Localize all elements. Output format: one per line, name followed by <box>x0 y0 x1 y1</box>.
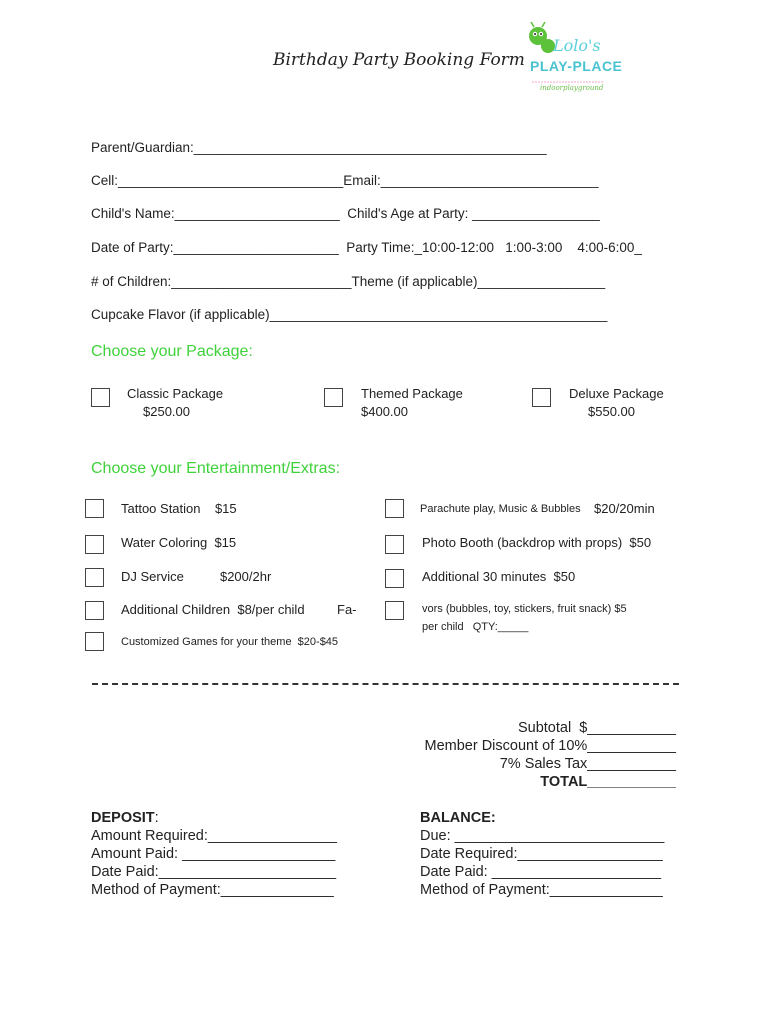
dj-service-checkbox[interactable] <box>85 568 104 587</box>
customized-games-label: Customized Games for your theme $20-$45 <box>121 636 339 648</box>
dj-service-label: DJ Service $200/2hr <box>121 569 272 584</box>
package-heading: Choose your Package: <box>91 343 253 360</box>
child-name-age-field[interactable]: Child's Name:______________________ Child's Age at Party: _________________ <box>91 206 600 221</box>
water-coloring-label: Water Coloring $15 <box>121 535 237 550</box>
form-title: Birthday Party Booking Form <box>273 50 525 70</box>
logo-tagline: indoorplayground <box>540 84 604 92</box>
dashed-divider <box>92 683 679 685</box>
deposit-heading-colon: : <box>154 810 159 826</box>
deluxe-package-price: $550.00 <box>588 404 635 419</box>
children-theme-field[interactable]: # of Children:________________________Theme (if applicable)_________________ <box>91 274 606 289</box>
deposit-date-paid-field[interactable]: Date Paid:______________________ <box>91 864 337 880</box>
logo-name-top: Lolo's <box>553 36 601 55</box>
favors-qty-field[interactable]: per child QTY:_____ <box>422 621 529 633</box>
additional-30-minutes-label: Additional 30 minutes $50 <box>422 569 576 584</box>
parent-guardian-field[interactable]: Parent/Guardian:_______________________________________________ <box>91 140 547 155</box>
total-field[interactable]: TOTAL___________ <box>540 774 676 790</box>
classic-package-checkbox[interactable] <box>91 388 110 407</box>
favors-checkbox[interactable] <box>385 601 404 620</box>
classic-package-price: $250.00 <box>143 404 190 419</box>
deposit-amount-required-field[interactable]: Amount Required:________________ <box>91 828 337 844</box>
themed-package-price: $400.00 <box>361 404 408 419</box>
additional-children-checkbox[interactable] <box>85 601 104 620</box>
cell-email-field[interactable]: Cell:______________________________Email:_____________________________ <box>91 173 599 188</box>
balance-due-field[interactable]: Due: __________________________ <box>420 828 665 844</box>
themed-package-label: Themed Package <box>361 386 463 401</box>
deluxe-package-label: Deluxe Package <box>569 386 664 401</box>
balance-heading: BALANCE: <box>420 810 496 826</box>
deposit-heading <box>91 810 159 826</box>
tattoo-station-checkbox[interactable] <box>85 499 104 518</box>
deposit-heading-text: DEPOSIT <box>91 810 155 826</box>
parachute-play-label: Parachute play, Music & Bubbles <box>420 503 581 515</box>
deposit-method-field[interactable]: Method of Payment:______________ <box>91 882 334 898</box>
balance-method-field[interactable]: Method of Payment:______________ <box>420 882 663 898</box>
favors-label: vors (bubbles, toy, stickers, fruit snack) $5 <box>422 603 627 615</box>
classic-package-label: Classic Package <box>127 386 224 401</box>
deposit-amount-paid-field[interactable]: Amount Paid: ___________________ <box>91 846 336 862</box>
water-coloring-checkbox[interactable] <box>85 535 104 554</box>
photo-booth-checkbox[interactable] <box>385 535 404 554</box>
extras-heading: Choose your Entertainment/Extras: <box>91 460 341 477</box>
parachute-play-checkbox[interactable] <box>385 499 404 518</box>
customized-games-checkbox[interactable] <box>85 632 104 651</box>
parachute-play-price: $20/20min <box>594 501 655 516</box>
themed-package-checkbox[interactable] <box>324 388 343 407</box>
party-date-time-field[interactable]: Date of Party:______________________ Party Time:_10:00-12:00 1:00-3:00 4:00-6:00_ <box>91 240 642 255</box>
balance-date-required-field[interactable]: Date Required:__________________ <box>420 846 663 862</box>
subtotal-field[interactable]: Subtotal $___________ <box>517 720 676 736</box>
logo-name-main: PLAY-PLACE <box>530 58 623 74</box>
photo-booth-label: Photo Booth (backdrop with props) $50 <box>422 535 652 550</box>
deluxe-package-checkbox[interactable] <box>532 388 551 407</box>
favors-prefix: Fa- <box>337 602 357 617</box>
additional-30-minutes-checkbox[interactable] <box>385 569 404 588</box>
member-discount-field[interactable]: Member Discount of 10%___________ <box>424 738 676 754</box>
balance-date-paid-field[interactable]: Date Paid: _____________________ <box>420 864 662 880</box>
tattoo-station-label: Tattoo Station $15 <box>121 501 237 516</box>
cupcake-flavor-field[interactable]: Cupcake Flavor (if applicable)_____________________________________________ <box>91 307 608 322</box>
sales-tax-field[interactable]: 7% Sales Tax___________ <box>499 756 676 772</box>
additional-children-label: Additional Children $8/per child <box>121 602 305 617</box>
